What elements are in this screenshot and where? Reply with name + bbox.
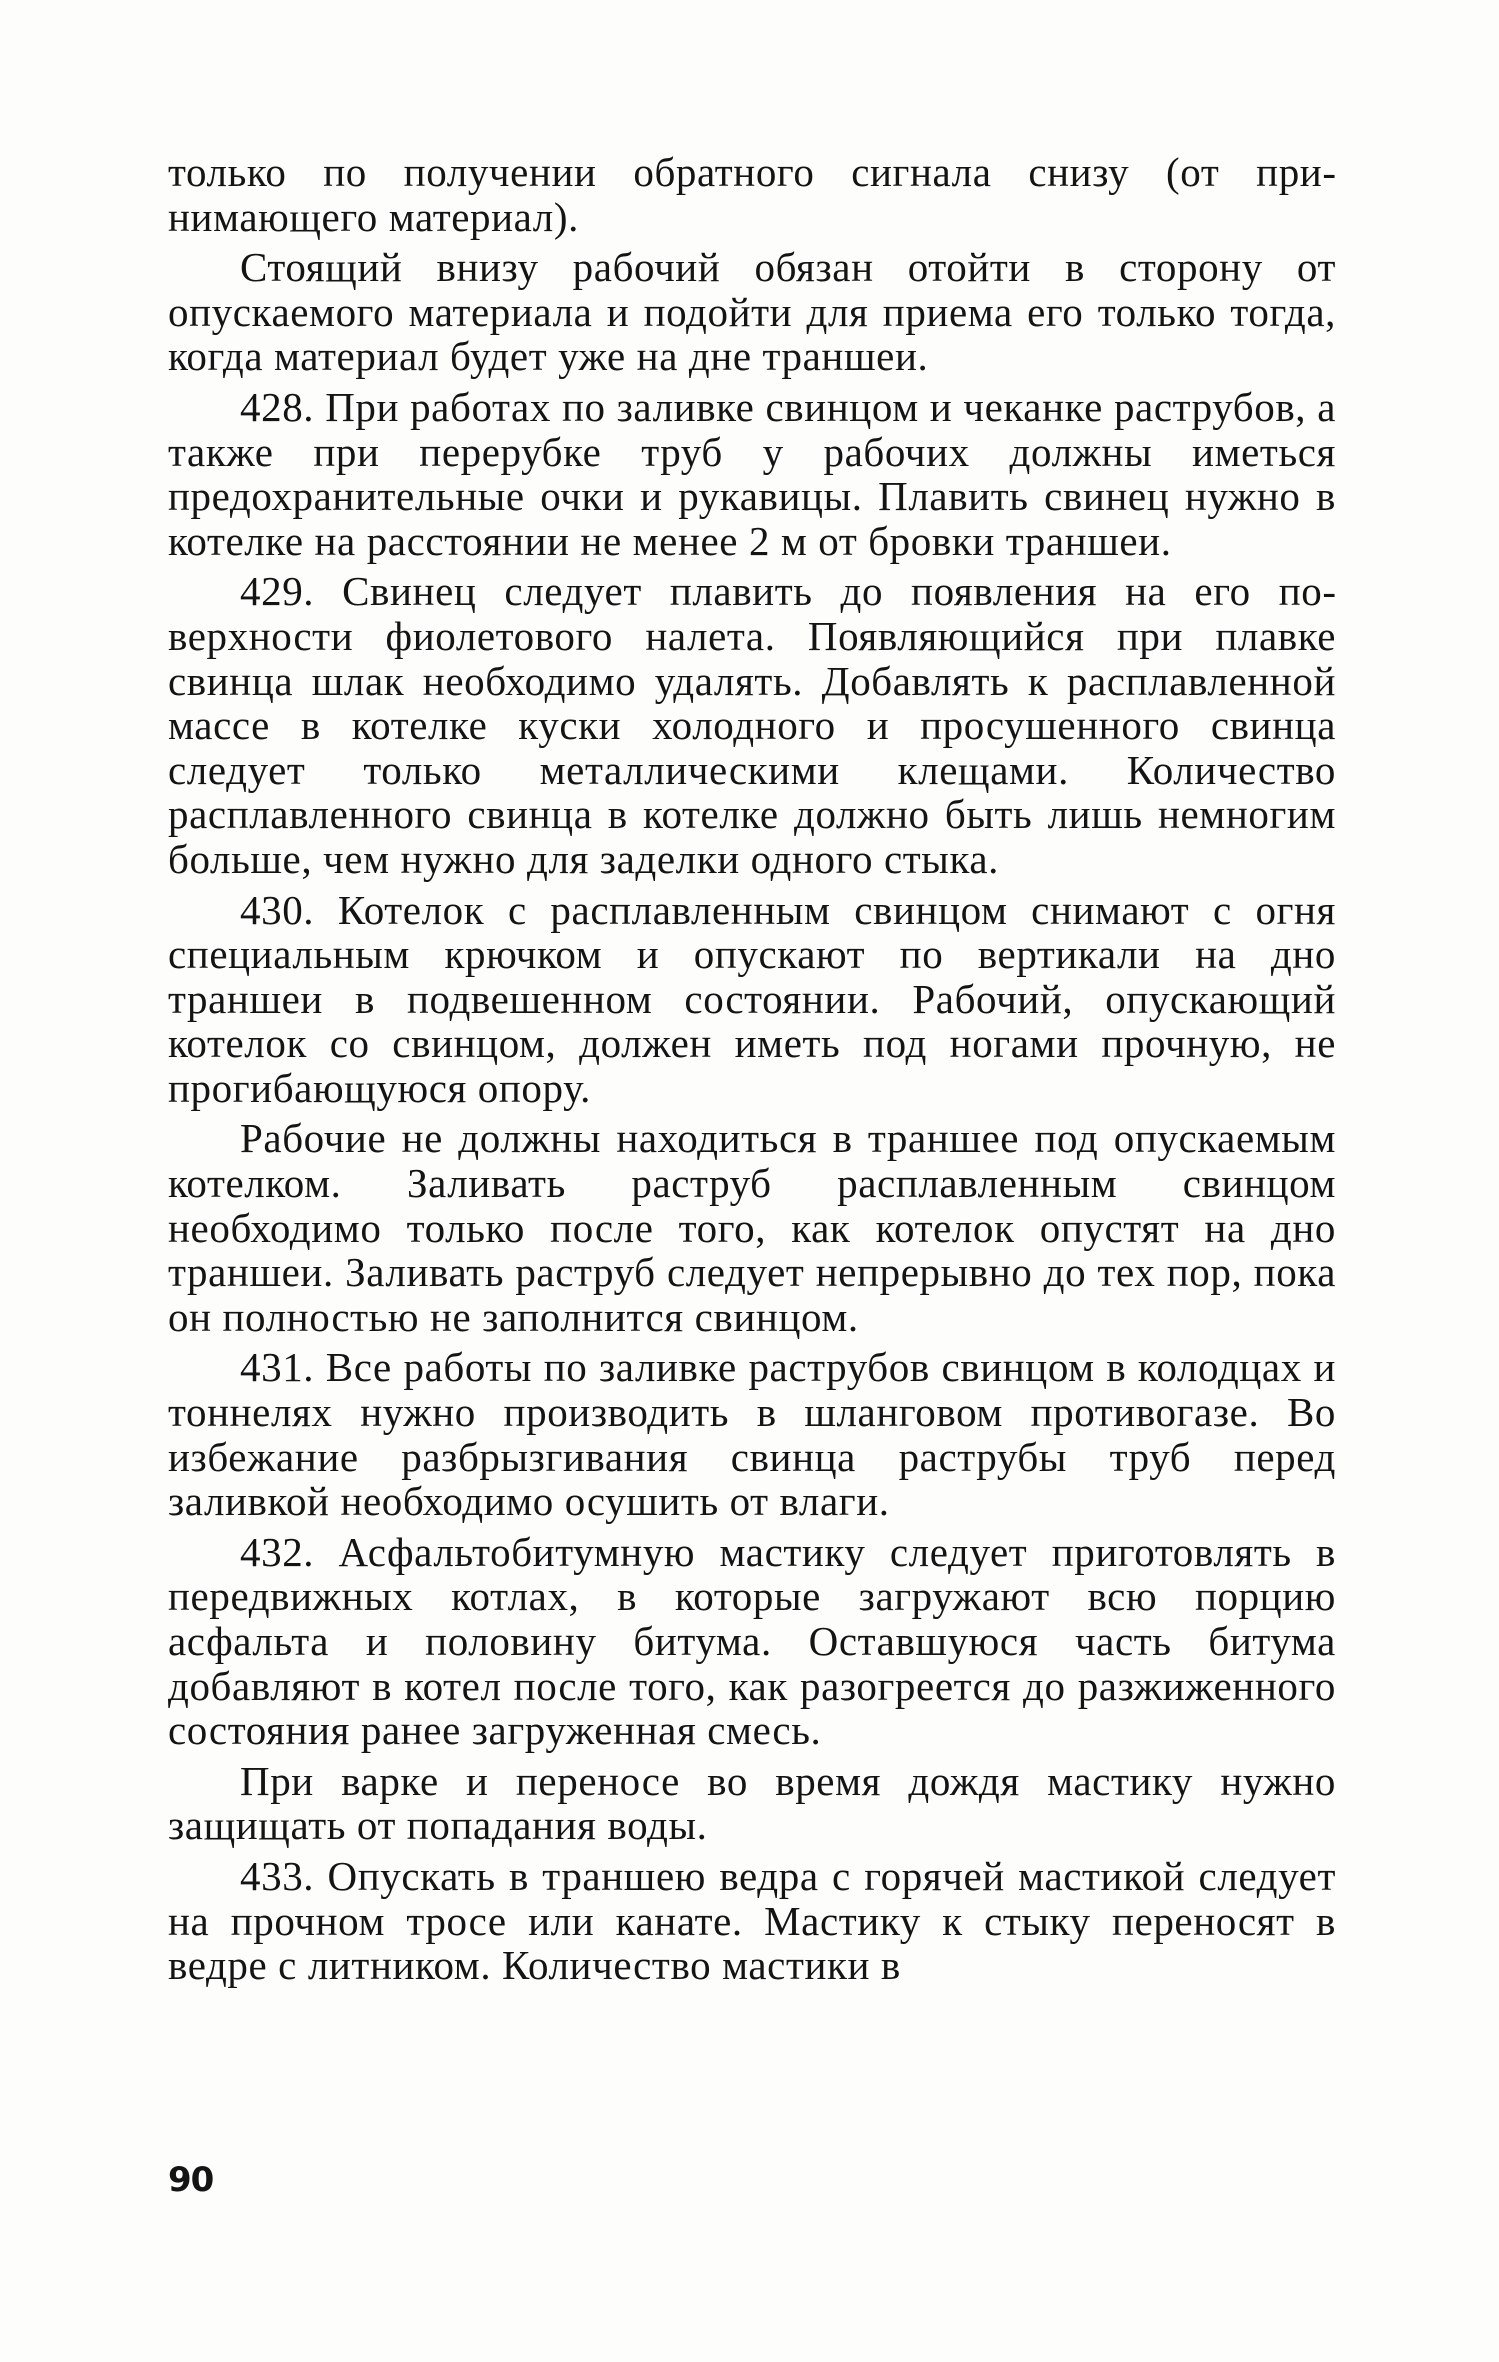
- paragraph-429: 429. Свинец следует плавить до появления на его поверхности фиолетового налета. Появляющийся при плавке свинца шлак необходимо удалять. Добавлять к расплавленной массе в котелке куски холодного и просушенного свинца следует только металлическими клещами. Количество расплавленного свинца в котелке должно быть лишь немногим больше, чем нужно для заделки одного стыка.: [168, 568, 1336, 882]
- paragraph-431: 431. Все работы по заливке раструбов свинцом в колодцах и тоннелях нужно производить в шланговом противогазе. Во избежание разбрызгивания свинца раструбы труб перед заливкой необходимо осушить от влаги.: [168, 1344, 1336, 1525]
- paragraph-432: 432. Асфальтобитумную мастику следует приготовлять в передвижных котлах, в которые загружают всю порцию асфальта и половину битума. Оставшуюся часть битума добавляют в котел после того, как разогреется до разжиженного состояния ранее загруженная смесь.: [168, 1528, 1336, 1754]
- paragraph-standing-worker: Стоящий внизу рабочий обязан отойти в сторону от опускаемого материала и подойти для приема его только тогда, когда материал будет уже на дне траншеи.: [168, 244, 1336, 380]
- page-number: 90: [168, 2160, 214, 2200]
- paragraph-rain-protection: При варке и переносе во время дождя мастику нужно защищать от попадания воды.: [168, 1757, 1336, 1849]
- paragraph-433: 433. Опускать в траншею ведра с горячей мастикой следует на прочном тросе или канате. Мастику к стыку переносят в ведре с литником. Количество мастики в: [168, 1852, 1336, 1989]
- body-text: [168, 150, 1336, 1988]
- paragraph-428: 428. При работах по заливке свинцом и чеканке раструбов, а также при перерубке труб у рабочих должны иметься предохранительные очки и рукавицы. Плавить свинец нужно в котелке на расстоянии не менее 2 м от бровки траншеи.: [168, 383, 1336, 564]
- paragraph-430: 430. Котелок с расплавленным свинцом снимают с огня специальным крючком и опускают по вертикали на дно траншеи в подвешенном состоянии. Рабочий, опускающий котелок со свинцом, должен иметь под ногами прочную, не прогибающуюся опору.: [168, 886, 1336, 1111]
- paragraph-workers-under-pot: Рабочие не должны находиться в траншее под опускаемым котелком. Заливать раструб расплавленным свинцом необходимо только после того, как котелок опустят на дно траншеи. Заливать раструб следует непрерывно до тех пор, пока он полностью не заполнится свинцом.: [168, 1115, 1336, 1340]
- paragraph-continuation: только по получении обратного сигнала снизу (от принимающего материал).: [168, 149, 1336, 240]
